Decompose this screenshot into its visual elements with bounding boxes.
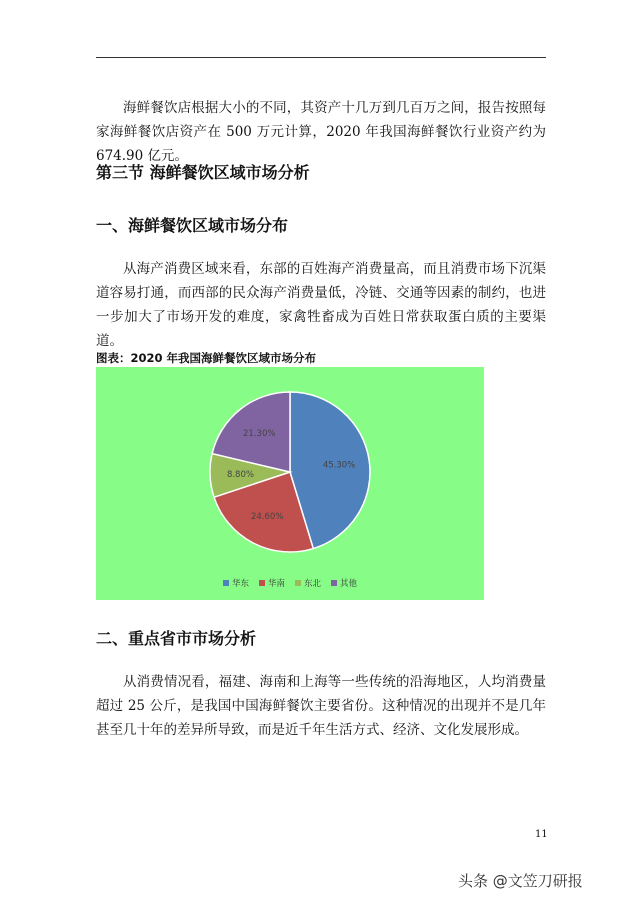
legend-item-1 [259,577,285,589]
watermark: 头条 @文笠刀研报 [458,872,583,890]
intro-paragraph: 海鲜餐饮店根据大小的不同，其资产十几万到几百万之间，报告按照每家海鲜餐饮店资产在 500 万元计算，2020 年我国海鲜餐饮行业资产约为 674.90 亿元。 [96,100,546,164]
legend-swatch-2 [295,580,301,586]
legend-item-0 [223,577,249,589]
subsection1-title: 一、海鲜餐饮区域市场分布 [96,216,289,235]
figure-caption: 图表：2020 年我国海鲜餐饮区域市场分布 [96,351,317,365]
subsection2-paragraph: 从消费情况看，福建、海南和上海等一些传统的沿海地区，人均消费量超过 25 公斤，是我国中国海鲜餐饮主要省份。这种情况的出现并不是几年甚至几十年的差异所导致，而是近千年生活方式、经济、文化发展形成。 [96,674,546,738]
legend-item-2 [295,577,321,589]
section-title: 第三节 海鲜餐饮区域市场分析 [96,163,310,182]
subsection2-title: 二、重点省市市场分析 [96,629,257,648]
pie-chart [96,367,484,600]
legend-label-1: 华南 [267,579,285,589]
pie-label-1: 24.60% [250,512,284,523]
legend-label-2: 东北 [304,579,322,589]
legend-swatch-3 [331,580,337,586]
pie-label-3: 21.30% [243,429,276,440]
pie-chart-svg [96,367,484,572]
page-number: 11 [535,829,548,840]
legend-label-3: 其他 [340,579,358,589]
legend-swatch-1 [259,580,265,586]
legend-item-3 [331,577,357,589]
legend-swatch-0 [223,580,229,586]
pie-label-2: 8.80% [226,470,254,481]
pie-label-0: 45.30% [322,460,356,471]
subsection1-paragraph: 从海产消费区域来看，东部的百姓海产消费量高，而且消费市场下沉渠道容易打通，而西部的民众海产消费量低，冷链、交通等因素的制约，也进一步加大了市场开发的难度，家禽牲畜成为百姓日常获取蛋白质的主要渠道。 [96,261,546,349]
legend-label-0: 华东 [231,579,249,589]
chart-legend [96,577,484,589]
header-rule [96,57,546,58]
